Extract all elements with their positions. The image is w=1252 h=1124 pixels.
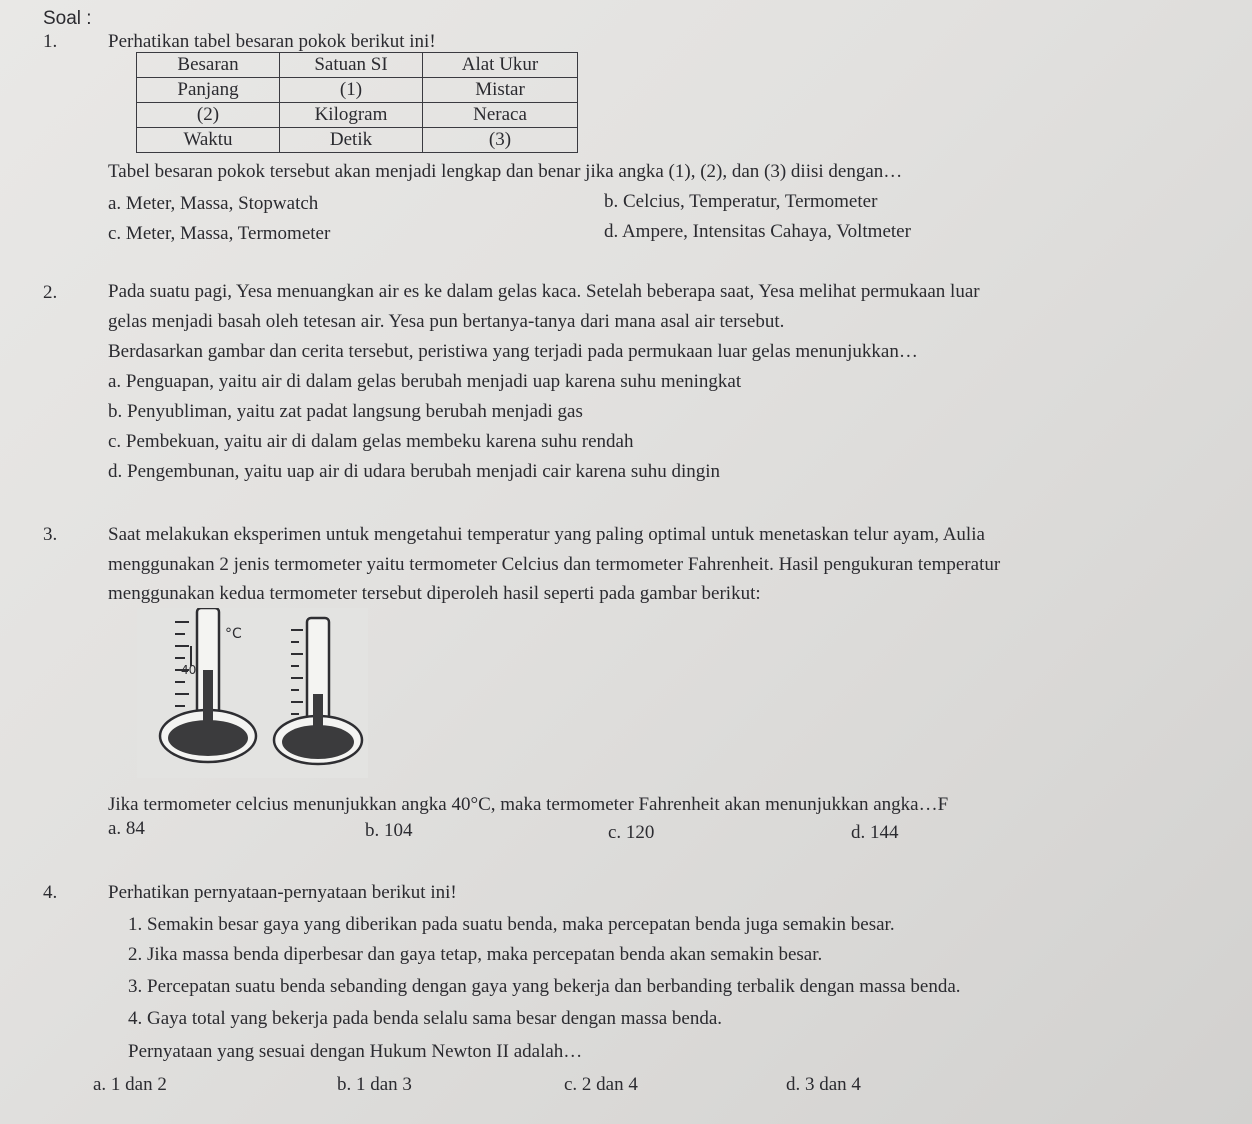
q3-option-c[interactable]: c. 120: [608, 822, 655, 843]
q4-intro: Perhatikan pernyataan-pernyataan berikut ini!: [108, 882, 457, 903]
q2-number: 2.: [43, 282, 58, 303]
q3-number: 3.: [43, 524, 58, 545]
table-header-cell: Satuan SI: [280, 53, 423, 78]
q2-line-1: Pada suatu pagi, Yesa menuangkan air es ke dalam gelas kaca. Setelah beberapa saat, Yesa melihat permukaan luar: [108, 281, 980, 302]
table-header-cell: Besaran: [137, 53, 280, 78]
q3-option-a[interactable]: a. 84: [108, 818, 145, 839]
q3-line-1: Saat melakukan eksperimen untuk mengetahui temperatur yang paling optimal untuk menetaskan telur ayam, Aulia: [108, 524, 985, 545]
table-row: [137, 78, 578, 103]
q2-option-d[interactable]: d. Pengembunan, yaitu uap air di udara berubah menjadi cair karena suhu dingin: [108, 461, 721, 482]
q3-option-b[interactable]: b. 104: [365, 820, 413, 841]
q1-option-b[interactable]: b. Celcius, Temperatur, Termometer: [604, 191, 878, 212]
table-cell: Waktu: [137, 128, 280, 153]
q4-statement-3: 3. Percepatan suatu benda sebanding dengan gaya yang bekerja dan berbanding terbalik dengan massa benda.: [128, 976, 961, 997]
q2-option-a[interactable]: a. Penguapan, yaitu air di dalam gelas berubah menjadi uap karena suhu meningkat: [108, 371, 742, 392]
table-row: [137, 103, 578, 128]
q1-table: [136, 52, 578, 153]
q1-option-d[interactable]: d. Ampere, Intensitas Cahaya, Voltmeter: [604, 221, 911, 242]
q1-option-a[interactable]: a. Meter, Massa, Stopwatch: [108, 193, 319, 214]
q4-statement-4: 4. Gaya total yang bekerja pada benda selalu sama besar dengan massa benda.: [128, 1008, 723, 1029]
table-cell: (2): [137, 103, 280, 128]
q2-line-3: Berdasarkan gambar dan cerita tersebut, peristiwa yang terjadi pada permukaan luar gelas menunjukkan…: [108, 341, 918, 362]
table-cell: Mistar: [423, 78, 578, 103]
table-header-cell: Alat Ukur: [423, 53, 578, 78]
q4-option-b[interactable]: b. 1 dan 3: [337, 1074, 412, 1095]
q4-statement-1: 1. Semakin besar gaya yang diberikan pada suatu benda, maka percepatan benda juga semakin besar.: [128, 914, 895, 935]
thermometer-figure: [137, 608, 368, 778]
q4-statement-2: 2. Jika massa benda diperbesar dan gaya tetap, maka percepatan benda akan semakin besar.: [128, 944, 823, 965]
q3-question: Jika termometer celcius menunjukkan angka 40°C, maka termometer Fahrenheit akan menunjukkan angka…F: [108, 794, 949, 815]
table-cell: (3): [423, 128, 578, 153]
q4-question: Pernyataan yang sesuai dengan Hukum Newton II adalah…: [128, 1041, 583, 1062]
table-cell: Neraca: [423, 103, 578, 128]
q2-line-2: gelas menjadi basah oleh tetesan air. Yesa pun bertanya-tanya dari mana asal air tersebut.: [108, 311, 785, 332]
q1-number: 1.: [43, 31, 58, 52]
q2-option-c[interactable]: c. Pembekuan, yaitu air di dalam gelas membeku karena suhu rendah: [108, 431, 634, 452]
table-cell: Detik: [280, 128, 423, 153]
q4-option-a[interactable]: a. 1 dan 2: [93, 1074, 167, 1095]
page-header: Soal :: [43, 8, 92, 29]
celsius-thermometer: [160, 608, 256, 762]
q3-line-3: menggunakan kedua termometer tersebut diperoleh hasil seperti pada gambar berikut:: [108, 583, 761, 604]
table-cell: (1): [280, 78, 423, 103]
q1-question: Tabel besaran pokok tersebut akan menjadi lengkap dan benar jika angka (1), (2), dan (3) diisi dengan…: [108, 161, 903, 182]
table-row: [137, 128, 578, 153]
table-header-row: [137, 53, 578, 78]
celsius-reading-label: 40: [181, 663, 197, 677]
q1-intro: Perhatikan tabel besaran pokok berikut ini!: [108, 31, 436, 52]
q3-line-2: menggunakan 2 jenis termometer yaitu termometer Celcius dan termometer Fahrenheit. Hasil pengukuran temperatur: [108, 554, 1001, 575]
celsius-unit-label: °C: [225, 626, 242, 642]
table-cell: Panjang: [137, 78, 280, 103]
fahrenheit-thermometer: [274, 618, 362, 764]
q4-number: 4.: [43, 882, 58, 903]
q1-option-c[interactable]: c. Meter, Massa, Termometer: [108, 223, 331, 244]
q4-option-c[interactable]: c. 2 dan 4: [564, 1074, 638, 1095]
q3-option-d[interactable]: d. 144: [851, 822, 899, 843]
table-cell: Kilogram: [280, 103, 423, 128]
q2-option-b[interactable]: b. Penyubliman, yaitu zat padat langsung berubah menjadi gas: [108, 401, 583, 422]
q4-option-d[interactable]: d. 3 dan 4: [786, 1074, 861, 1095]
thermometer-illustration: [137, 608, 368, 778]
